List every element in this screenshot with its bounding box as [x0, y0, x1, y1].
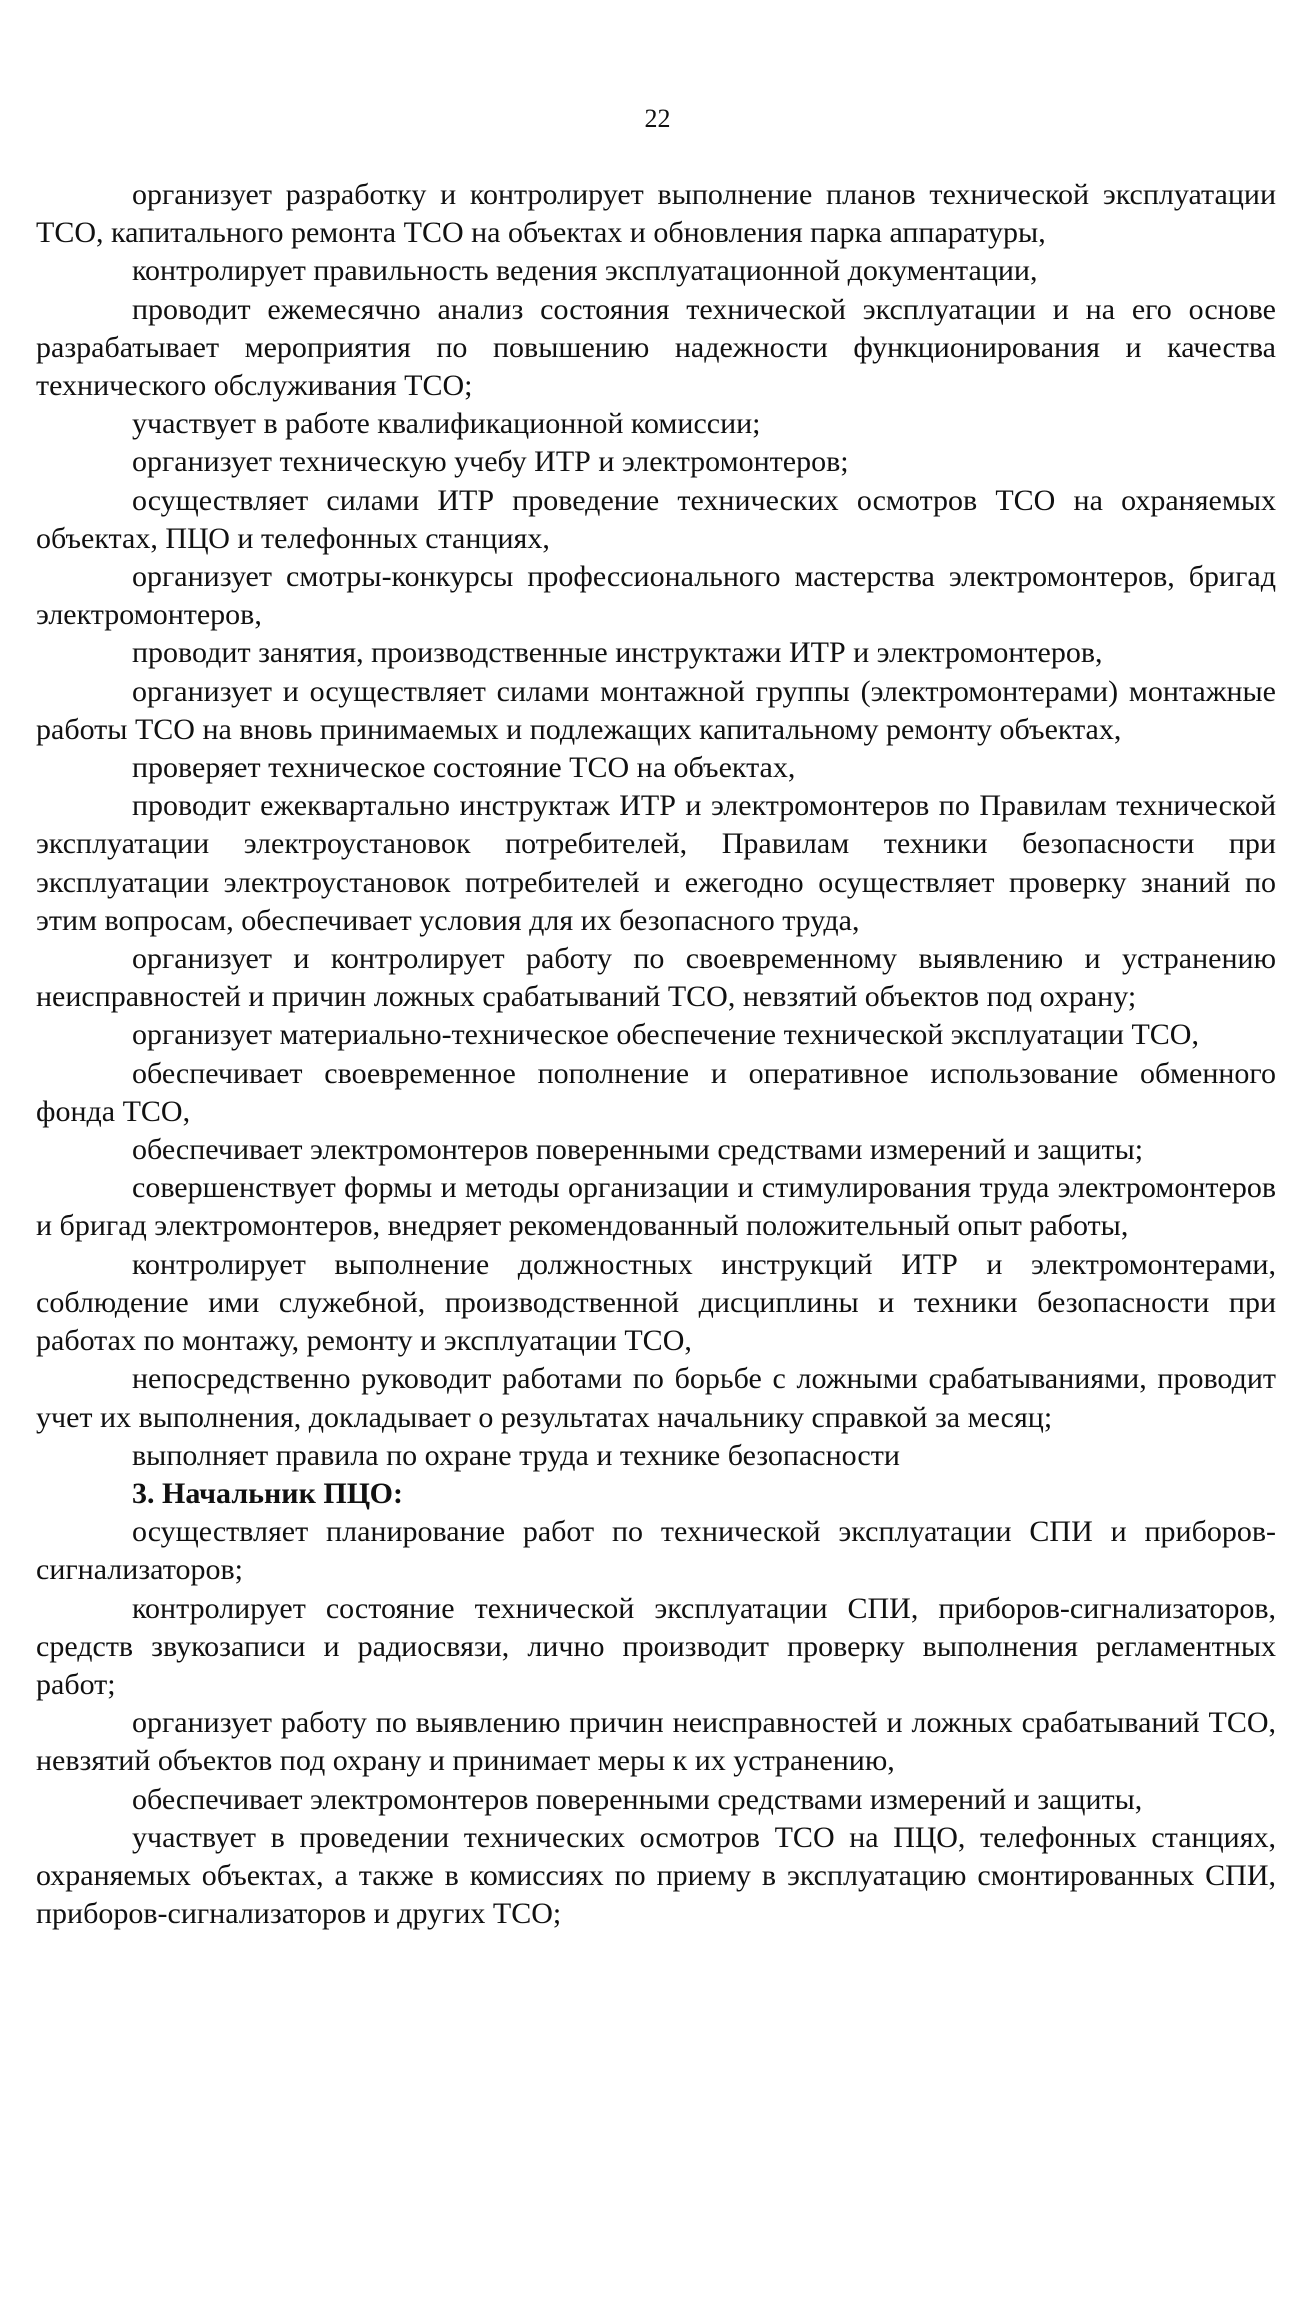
duty-paragraph: организует смотры-конкурсы профессионального мастерства электромонтеров, бригад электромонтеров,: [36, 560, 1276, 632]
duty-paragraph: организует техническую учебу ИТР и электромонтеров;: [132, 445, 849, 479]
duty-paragraph: проверяет техническое состояние ТСО на объектах,: [132, 751, 796, 785]
section-duty-paragraph: обеспечивает электромонтеров поверенными средствами измерений и защиты,: [132, 1782, 1143, 1816]
page-number: 22: [644, 104, 671, 133]
section-duty-paragraph: контролирует состояние технической эксплуатации СПИ, приборов-сигнализаторов, средств звукозаписи и радиосвязи, лично производит проверку выполнения регламентных работ;: [36, 1591, 1276, 1701]
duty-paragraph: организует разработку и контролирует выполнение планов технической эксплуатации ТСО, капитального ремонта ТСО на объектах и обновления парка аппаратуры,: [36, 178, 1276, 250]
duty-paragraph: контролирует выполнение должностных инструкций ИТР и электромонтерами, соблюдение ими служебной, производственной дисциплины и техники безопасности при работах по монтажу, ремонту и эксплуатации ТСО,: [36, 1247, 1276, 1358]
duty-paragraph: проводит ежеквартально инструктаж ИТР и электромонтеров по Правилам технической эксплуатации электроустановок потребителей, Правилам техники безопасности при эксплуатации электроустановок потребителей и ежегодно осуществляет проверку знаний по этим вопросам, обеспечивает условия для их безопасного труда,: [36, 789, 1276, 937]
duty-paragraph: осуществляет силами ИТР проведение технических осмотров ТСО на охраняемых объектах, ПЦО и телефонных станциях,: [36, 483, 1276, 555]
duty-paragraph: контролирует правильность ведения эксплуатационной документации,: [132, 254, 1038, 288]
duty-paragraph: непосредственно руководит работами по борьбе с ложными срабатываниями, проводит учет их выполнения, докладывает о результатах начальнику справкой за месяц;: [36, 1362, 1276, 1434]
page-content: [36, 176, 1276, 1933]
section-duty-paragraph: организует работу по выявлению причин неисправностей и ложных срабатываний ТСО, невзятий объектов под охрану и принимает меры к их устранению,: [36, 1706, 1276, 1778]
section-duty-paragraph: участвует в проведении технических осмотров ТСО на ПЦО, телефонных станциях, охраняемых объектах, а также в комиссиях по приему в эксплуатацию смонтированных СПИ, приборов-сигнализаторов и других ТСО;: [36, 1820, 1276, 1931]
duty-paragraph: организует и контролирует работу по своевременному выявлению и устранению неисправностей и причин ложных срабатываний ТСО, невзятий объектов под охрану;: [36, 942, 1276, 1014]
duty-paragraph: обеспечивает электромонтеров поверенными средствами измерений и защиты;: [132, 1133, 1144, 1167]
section-heading: 3. Начальник ПЦО:: [132, 1476, 403, 1510]
duty-paragraph: обеспечивает своевременное пополнение и оперативное использование обменного фонда ТСО,: [36, 1056, 1276, 1128]
duty-paragraph: совершенствует формы и методы организации и стимулирования труда электромонтеров и бригад электромонтеров, внедряет рекомендованный положительный опыт работы,: [36, 1171, 1276, 1243]
duty-paragraph: выполняет правила по охране труда и технике безопасности: [132, 1438, 900, 1472]
duty-paragraph: организует и осуществляет силами монтажной группы (электромонтерами) монтажные работы ТСО на вновь принимаемых и подлежащих капитальному ремонту объектах,: [36, 674, 1276, 746]
duty-paragraph: проводит занятия, производственные инструктажи ИТР и электромонтеров,: [132, 636, 1103, 670]
duty-paragraph: участвует в работе квалификационной комиссии;: [132, 407, 761, 441]
duty-paragraph: проводит ежемесячно анализ состояния технической эксплуатации и на его основе разрабатывает мероприятия по повышению надежности функционирования и качества технического обслуживания ТСО;: [36, 292, 1276, 403]
section-duty-paragraph: осуществляет планирование работ по технической эксплуатации СПИ и приборов-сигнализаторов;: [36, 1515, 1276, 1587]
duty-paragraph: организует материально-техническое обеспечение технической эксплуатации ТСО,: [132, 1018, 1199, 1052]
